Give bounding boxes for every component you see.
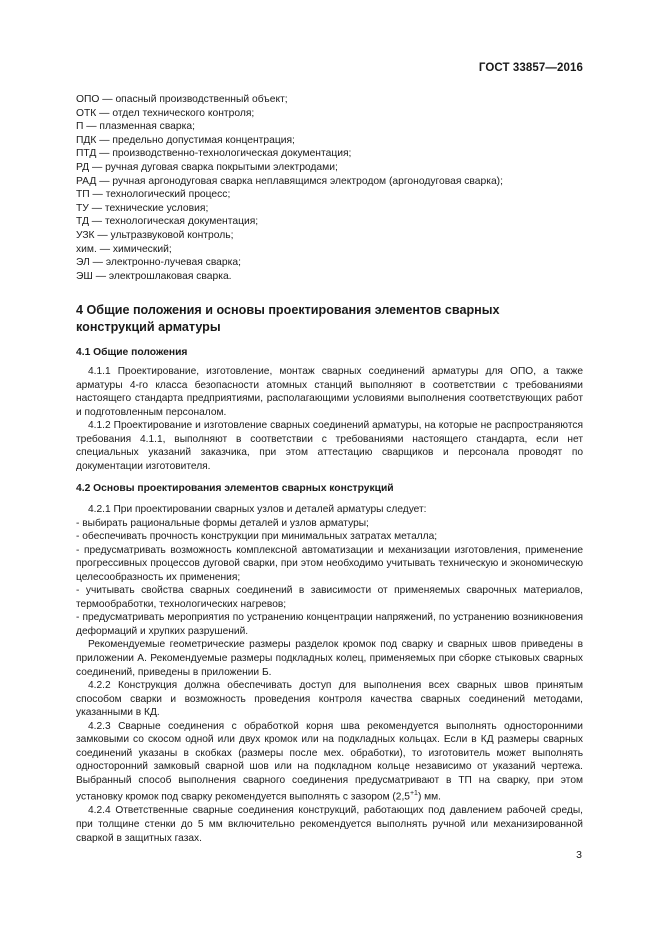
abbreviations-list bbox=[76, 93, 596, 283]
subsection-4-1-body bbox=[76, 365, 583, 473]
paragraph-geometry: Рекомендуемые геометрические размеры разделок кромок под сварку и сварных швов приведены в приложении А. Рекомендуемые размеры подкладных колец, применяемых при сборке стыковых сварных соединений, приведены в приложении Б. bbox=[76, 639, 583, 678]
paragraph-4-2-3 bbox=[76, 720, 583, 805]
paragraph-4-2-3-end: ) мм. bbox=[417, 791, 442, 803]
abbreviation-item: ПТД — производственно-технологическая документация; bbox=[76, 148, 352, 160]
abbreviation-item: ЭЛ — электронно-лучевая сварка; bbox=[76, 257, 241, 269]
paragraph-4-1-1: 4.1.1 Проектирование, изготовление, монтаж сварных соединений арматуры для ОПО, а также арматуры 4-го класса безопасности атомных станций выполняют в соответствии с требованиями настоящего стандарта предприятиями, располагающими условиями выполнения соответствующих работ и подготовленным персоналом. bbox=[76, 366, 583, 418]
paragraph-4-1-2: 4.1.2 Проектирование и изготовление сварных соединений арматуры, на которые не распространяются требования 4.1.1, выполняют в соответствии с требованиями настоящего стандарта, если нет специальных указаний заказчика, при этом аттестацию сварщиков и персонала проводят по документации изготовителя. bbox=[76, 420, 583, 472]
abbreviation-item: ОПО — опасный производственный объект; bbox=[76, 94, 288, 105]
list-item: - учитывать свойства сварных соединений в зависимости от применяемых сварочных материалов, термообработки, технологических нагревов; bbox=[76, 585, 583, 610]
abbreviation-item: ТУ — технические условия; bbox=[76, 202, 209, 214]
abbreviation-item: ЭШ — электрошлаковая сварка. bbox=[76, 270, 232, 282]
abbreviation-item: ОТК — отдел технического контроля; bbox=[76, 107, 255, 119]
paragraph-4-2-2: 4.2.2 Конструкция должна обеспечивать доступ для выполнения всех сварных швов принятым способом сварки и возможность проведения контроля качества сварных соединений методами, указанными в КД. bbox=[76, 680, 583, 719]
page-number: 3 bbox=[576, 849, 582, 861]
abbreviation-item: ПДК — предельно допустимая концентрация; bbox=[76, 134, 295, 146]
abbreviation-item: УЗК — ультразвуковой контроль; bbox=[76, 229, 234, 241]
paragraph-4-2-1: 4.2.1 При проектировании сварных узлов и деталей арматуры следует: bbox=[88, 504, 427, 515]
tolerance-superscript: +1 bbox=[409, 790, 418, 798]
abbreviation-item: РАД — ручная аргонодуговая сварка неплавящимся электродом (аргонодуговая сварка); bbox=[76, 175, 503, 187]
abbreviation-item: РД — ручная дуговая сварка покрытыми электродами; bbox=[76, 161, 338, 173]
subsection-4-1-title: 4.1 Общие положения bbox=[76, 347, 188, 358]
document-code: ГОСТ 33857—2016 bbox=[478, 62, 583, 74]
list-item: - обеспечивать прочность конструкции при минимальных затратах металла; bbox=[76, 531, 438, 543]
subsection-4-2-title: 4.2 Основы проектирования элементов сварных конструкций bbox=[76, 483, 394, 494]
subsection-4-2-body bbox=[76, 503, 583, 845]
paragraph-4-2-4: 4.2.4 Ответственные сварные соединения конструкций, работающих под давлением рабочей среды, при толщине стенки до 5 мм включительно рекомендуется выполнять ручной или механизированной сваркой в защитных газах. bbox=[76, 805, 583, 844]
list-item: - выбирать рациональные формы деталей и узлов арматуры; bbox=[76, 517, 369, 529]
paragraph-4-2-3-text: 4.2.3 Сварные соединения с обработкой корня шва рекомендуется выполнять односторонними замковыми со скосом одной или двух кромок или на подкладных кольцах. Если в КД размеры сварных соединений указаны в скобках (размеры после мех. обработки), то изготовитель может выполнять односторонний замковый сварной шов или на подкладном кольце независимо от указаний чертежа. Выбранный способ выполнения сварного соединения предусматривают в ТП на сварку, при этом установку кромок под сварку рекомендуется выполнять с зазором (2,5 bbox=[76, 720, 583, 803]
abbreviation-item: ТП — технологический процесс; bbox=[76, 189, 231, 201]
abbreviation-item: хим. — химический; bbox=[76, 243, 172, 255]
list-item: - предусматривать мероприятия по устранению концентрации напряжений, по устранению возникновения деформаций и хрупких разрушений. bbox=[76, 612, 583, 637]
abbreviation-item: П — плазменная сварка; bbox=[76, 121, 195, 133]
abbreviation-item: ТД — технологическая документация; bbox=[76, 216, 259, 228]
section-4-title: 4 Общие положения и основы проектирования элементов сварных конструкций арматуры bbox=[76, 303, 500, 334]
list-item: - предусматривать возможность комплексной автоматизации и механизации изготовления, применение прогрессивных процессов дуговой сварки, при этом необходимо учитывать техническую и экономическую целесообразность их применения; bbox=[76, 544, 583, 583]
